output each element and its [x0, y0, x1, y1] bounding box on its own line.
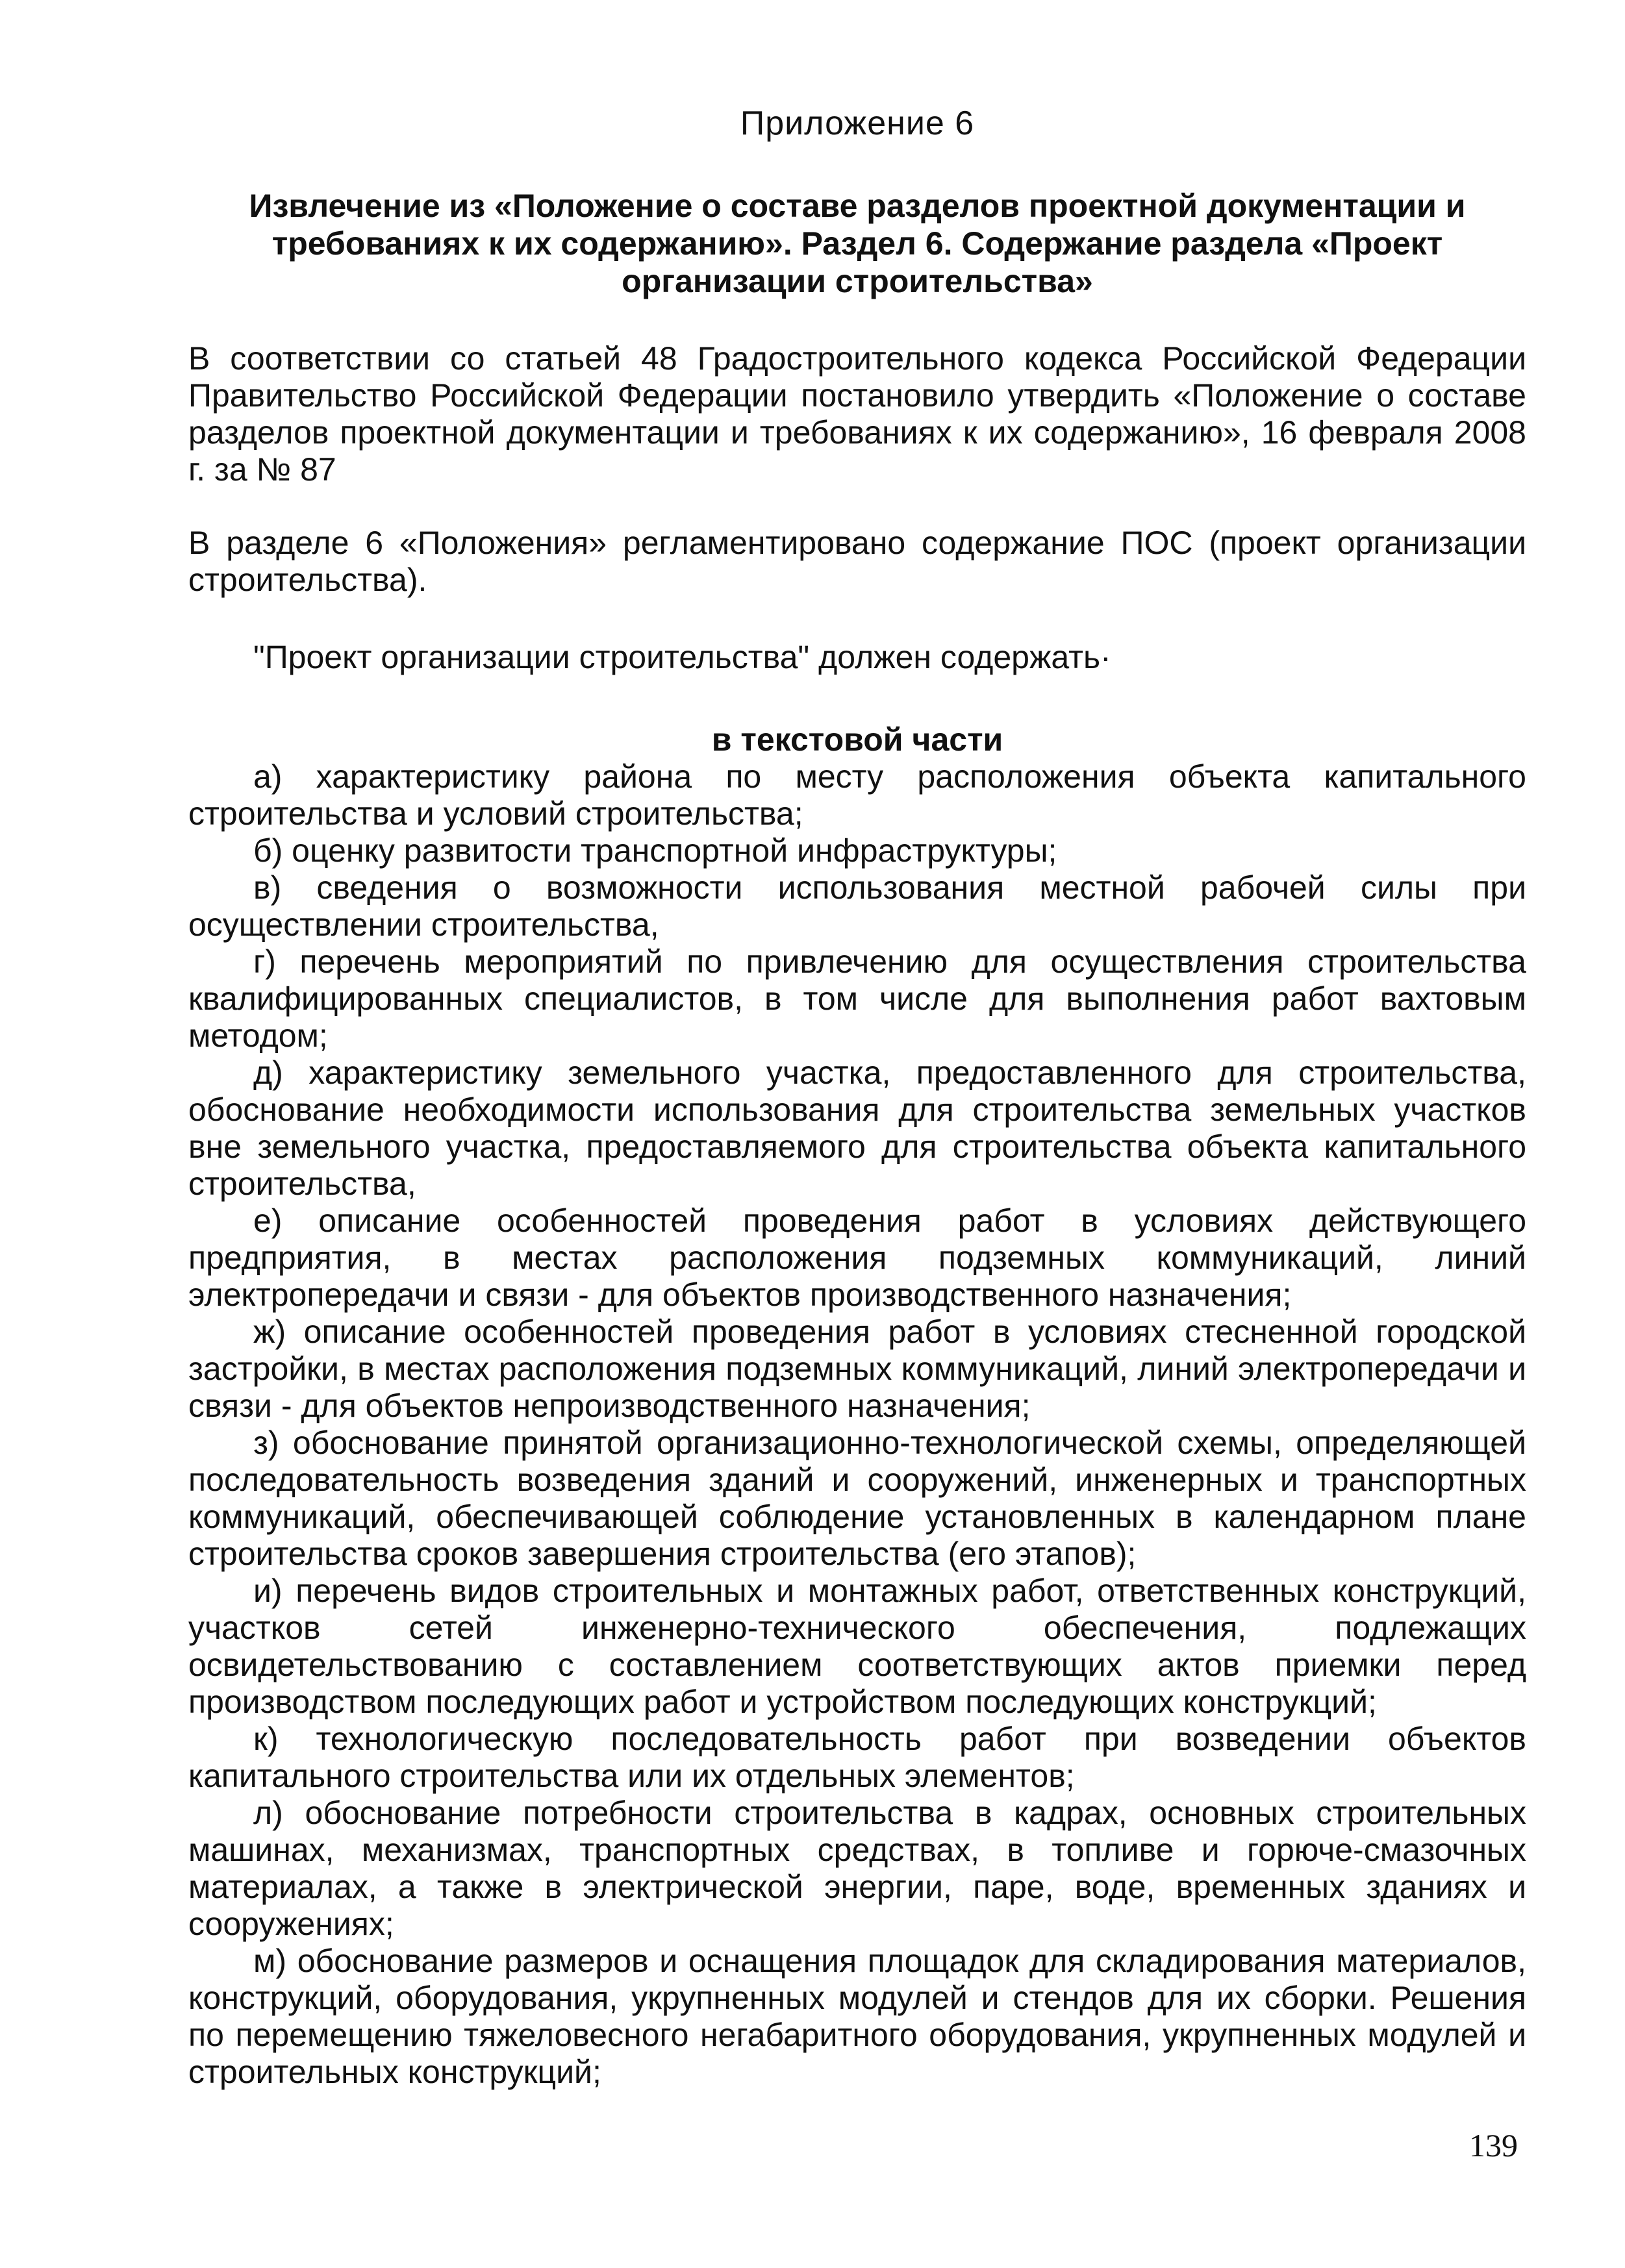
document-page — [188, 104, 1526, 2091]
list-item: г) перечень мероприятий по привлечению для осуществления строительства квалифицированных специалистов, в том числе для выполнения работ вахтовым методом; — [188, 943, 1526, 1054]
list-item: и) перечень видов строительных и монтажных работ, ответственных конструкций, участков сетей инженерно-технического обеспечения, подлежащих освидетельствованию с составлением соответствующих актов приемки перед производством последующих работ и устройством последующих конструкций; — [188, 1573, 1526, 1720]
intro-paragraph-2: В разделе 6 «Положения» регламентировано содержание ПОС (проект организации строительства). — [188, 525, 1526, 598]
intro-paragraph: В соответствии со статьей 48 Градостроительного кодекса Российской Федерации Правительство Российской Федерации постановило утвердить «Положение о составе разделов проектной документации и требованиях к их содержанию», 16 февраля 2008 г. за № 87 — [188, 340, 1526, 488]
appendix-title: Приложение 6 — [740, 105, 975, 142]
requirements-list — [188, 758, 1526, 2091]
list-item: л) обоснование потребности строительства в кадрах, основных строительных машинах, механизмах, транспортных средствах, в топливе и горюче-смазочных материалах, а также в электрической энергии, паре, воде, временных зданиях и сооружениях; — [188, 1795, 1526, 1942]
list-item: к) технологическую последовательность работ при возведении объектов капитального строительства или их отдельных элементов; — [188, 1721, 1526, 1794]
list-item: з) обоснование принятой организационно-технологической схемы, определяющей последовательность возведения зданий и сооружений, инженерных и транспортных коммуникаций, обеспечивающей соблюдение установленных в календарном плане строительства сроков завершения строительства (его этапов); — [188, 1425, 1526, 1572]
page-number: 139 — [1469, 2127, 1518, 2163]
must-contain-line: "Проект организации строительства" должен содержать· — [253, 639, 1111, 675]
list-item: а) характеристику района по месту расположения объекта капитального строительства и условий строительства; — [188, 758, 1526, 832]
list-item: в) сведения о возможности использования местной рабочей силы при осуществлении строительства, — [188, 869, 1526, 943]
list-item: м) обоснование размеров и оснащения площадок для складирования материалов, конструкций, оборудования, укрупненных модулей и стендов для их сборки. Решения по перемещению тяжеловесного негабаритного оборудования, укрупненных модулей и строительных конструкций; — [188, 1943, 1526, 2090]
list-item: е) описание особенностей проведения работ в условиях действующего предприятия, в местах расположения подземных коммуникаций, линий электропередачи и связи - для объектов производственного назначения; — [188, 1203, 1526, 1313]
list-item: ж) описание особенностей проведения работ в условиях стесненной городской застройки, в местах расположения подземных коммуникаций, линий электропередачи и связи - для объектов непроизводственного назначения; — [188, 1314, 1526, 1424]
list-item: б) оценку развитости транспортной инфраструктуры; — [253, 832, 1057, 869]
list-item: д) характеристику земельного участка, предоставленного для строительства, обоснование необходимости использования для строительства земельных участков вне земельного участка, предоставляемого для строительства объекта капитального строительства, — [188, 1054, 1526, 1202]
section-heading: в текстовой части — [711, 721, 1003, 758]
document-heading: Извлечение из «Положение о составе разделов проектной документации и требованиях к их содержанию». Раздел 6. Содержание раздела «Проект организации строительства» — [249, 188, 1466, 299]
